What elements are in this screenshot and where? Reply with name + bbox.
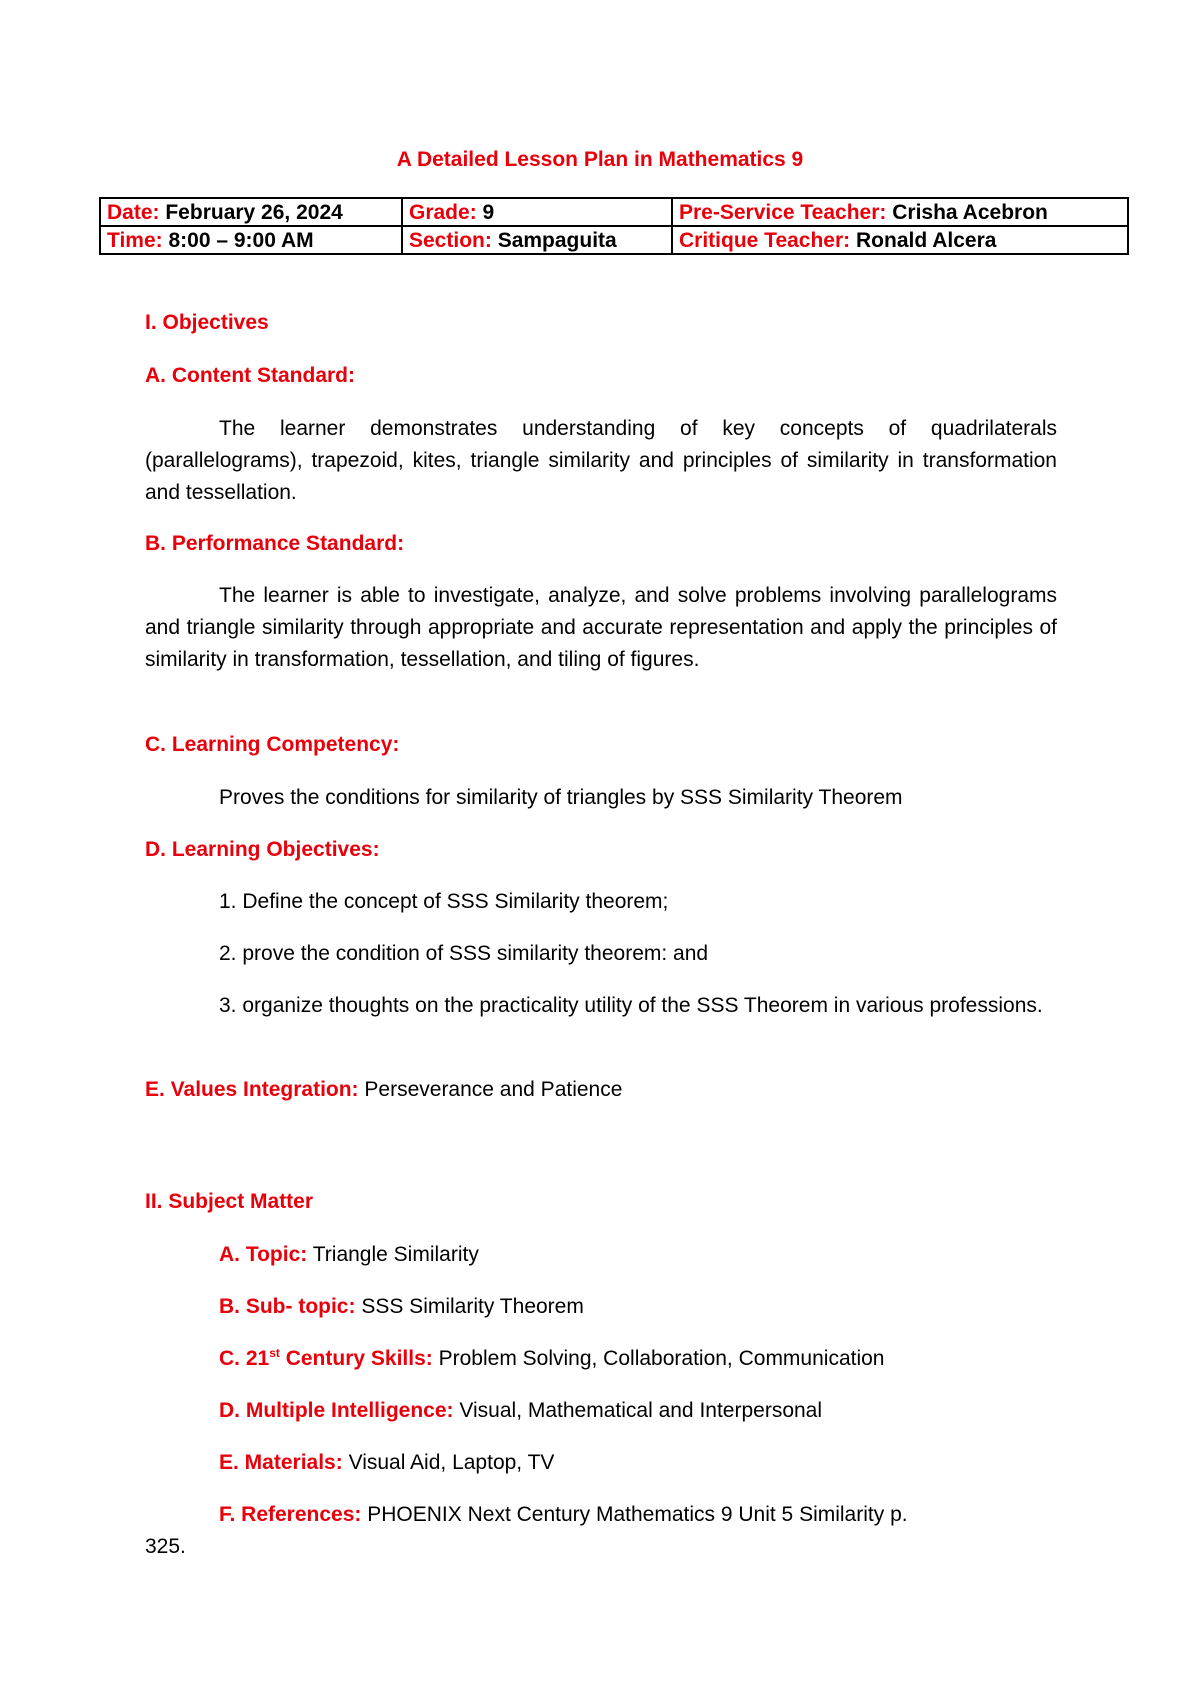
content-standard-body: The learner demonstrates understanding of key concepts of quadrilaterals (parallelograms), trapezoid, kites, triangle similarity and principles of similarity in transformation and tessellation. xyxy=(145,417,1057,504)
materials-line xyxy=(219,1451,554,1475)
learning-objectives-heading: D. Learning Objectives: xyxy=(145,838,380,861)
section-cell xyxy=(402,226,672,254)
critique-teacher-value: Ronald Alcera xyxy=(856,228,997,252)
date-value: February 26, 2024 xyxy=(165,200,343,224)
time-value: 8:00 – 9:00 AM xyxy=(168,228,314,252)
content-standard-text xyxy=(145,413,1057,509)
references-value: PHOENIX Next Century Mathematics 9 Unit 5 Similarity p. xyxy=(367,1503,908,1526)
materials-label: E. Materials: xyxy=(219,1451,343,1474)
info-row-1 xyxy=(100,198,1128,226)
skills-label xyxy=(219,1347,433,1370)
preservice-teacher-label: Pre-Service Teacher: xyxy=(679,200,887,224)
values-integration xyxy=(145,1078,622,1102)
values-integration-label: E. Values Integration: xyxy=(145,1078,359,1101)
skills-line xyxy=(219,1347,885,1371)
critique-teacher-cell xyxy=(672,226,1128,254)
values-integration-value: Perseverance and Patience xyxy=(364,1078,623,1101)
grade-cell xyxy=(402,198,672,226)
learning-objective-3-text: 3. organize thoughts on the practicality utility of the SSS Theorem in various professions. xyxy=(219,994,1043,1017)
learning-objective-3 xyxy=(145,990,1057,1022)
learning-competency-heading: C. Learning Competency: xyxy=(145,733,400,756)
topic-line xyxy=(219,1243,479,1267)
learning-competency-text: Proves the conditions for similarity of triangles by SSS Similarity Theorem xyxy=(219,786,903,809)
learning-objective-1: 1. Define the concept of SSS Similarity theorem; xyxy=(219,890,669,913)
topic-label: A. Topic: xyxy=(219,1243,308,1266)
section-label: Section: xyxy=(409,228,492,252)
preservice-teacher-value: Crisha Acebron xyxy=(892,200,1048,224)
references-label: F. References: xyxy=(219,1503,362,1526)
performance-standard-text xyxy=(145,580,1057,676)
materials-value: Visual Aid, Laptop, TV xyxy=(348,1451,555,1474)
info-row-2 xyxy=(100,226,1128,254)
grade-value: 9 xyxy=(482,200,495,224)
references-continuation: 325. xyxy=(145,1535,186,1558)
objectives-heading: I. Objectives xyxy=(145,311,269,334)
subject-matter-heading: II. Subject Matter xyxy=(145,1190,314,1213)
intelligence-line xyxy=(219,1399,822,1423)
grade-label: Grade: xyxy=(409,200,477,224)
lesson-info-table xyxy=(99,197,1129,255)
preservice-teacher-cell xyxy=(672,198,1128,226)
skills-label-prefix: C. 21 xyxy=(219,1347,270,1370)
topic-value: Triangle Similarity xyxy=(312,1243,479,1266)
skills-label-suffix: Century Skills: xyxy=(279,1347,433,1370)
time-label: Time: xyxy=(107,228,163,252)
time-cell xyxy=(100,226,402,254)
date-cell xyxy=(100,198,402,226)
content-standard-heading: A. Content Standard: xyxy=(145,364,355,387)
date-label: Date: xyxy=(107,200,160,224)
subtopic-label: B. Sub- topic: xyxy=(219,1295,356,1318)
references-line xyxy=(219,1503,908,1527)
critique-teacher-label: Critique Teacher: xyxy=(679,228,851,252)
intelligence-value: Visual, Mathematical and Interpersonal xyxy=(459,1399,823,1422)
learning-objective-2: 2. prove the condition of SSS similarity theorem: and xyxy=(219,942,709,965)
document-title: A Detailed Lesson Plan in Mathematics 9 xyxy=(396,148,804,171)
subtopic-value: SSS Similarity Theorem xyxy=(361,1295,584,1318)
skills-value: Problem Solving, Collaboration, Communication xyxy=(438,1347,885,1370)
performance-standard-body: The learner is able to investigate, analyze, and solve problems involving parallelograms and triangle similarity through appropriate and accurate representation and apply the principles of similarity in transformation, tessellation, and tiling of figures. xyxy=(145,584,1057,671)
section-value: Sampaguita xyxy=(497,228,617,252)
skills-label-sup: st xyxy=(269,1346,280,1360)
intelligence-label: D. Multiple Intelligence: xyxy=(219,1399,454,1422)
performance-standard-heading: B. Performance Standard: xyxy=(145,532,405,555)
subtopic-line xyxy=(219,1295,584,1319)
